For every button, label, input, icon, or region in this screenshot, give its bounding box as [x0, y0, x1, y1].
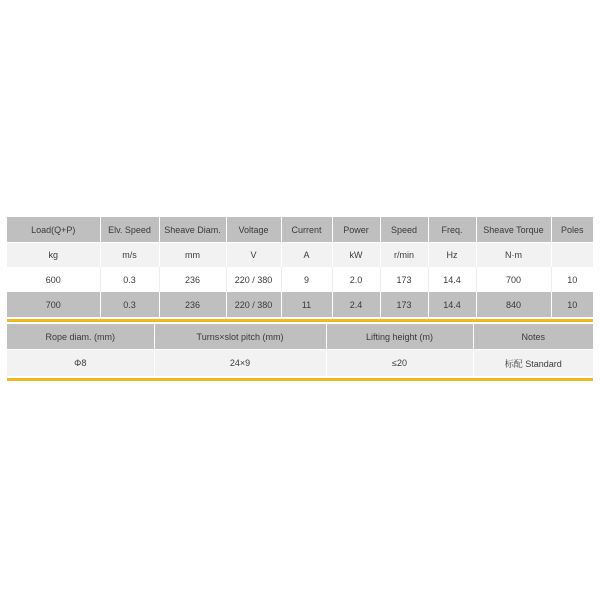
table-cell: 0.3 [100, 267, 159, 292]
header-voltage: Voltage [226, 217, 281, 243]
unit-speed: r/min [380, 243, 428, 268]
table-cell: 10 [551, 267, 593, 292]
header-turns-slot-pitch: Turns×slot pitch (mm) [154, 324, 326, 350]
table-cell: 236 [159, 292, 226, 317]
unit-current: A [281, 243, 332, 268]
table-cell: 9 [281, 267, 332, 292]
header-rope-diam: Rope diam. (mm) [7, 324, 154, 350]
table-cell: 600 [7, 267, 100, 292]
table-cell: 0.3 [100, 292, 159, 317]
table-cell: 24×9 [154, 350, 326, 377]
table-cell: 700 [7, 292, 100, 317]
rope-header-row [7, 324, 593, 350]
table-cell: 220 / 380 [226, 292, 281, 317]
table-cell: 173 [380, 292, 428, 317]
table-cell: 14.4 [428, 292, 476, 317]
unit-freq: Hz [428, 243, 476, 268]
table-cell: 10 [551, 292, 593, 317]
table-row [7, 350, 593, 377]
table-row [7, 267, 593, 292]
table-cell: Φ8 [7, 350, 154, 377]
table-row [7, 292, 593, 317]
table-cell: 840 [476, 292, 551, 317]
table-cell: 14.4 [428, 267, 476, 292]
header-notes: Notes [473, 324, 593, 350]
header-freq: Freq. [428, 217, 476, 243]
unit-power: kW [332, 243, 380, 268]
table-cell: ≤20 [326, 350, 473, 377]
header-sheave-torque: Sheave Torque [476, 217, 551, 243]
header-power: Power [332, 217, 380, 243]
gold-divider [7, 378, 593, 381]
header-sheave-diam: Sheave Diam. [159, 217, 226, 243]
table-cell: 2.0 [332, 267, 380, 292]
table-cell: 11 [281, 292, 332, 317]
header-current: Current [281, 217, 332, 243]
table-cell: 2.4 [332, 292, 380, 317]
spec-header-row [7, 217, 593, 243]
unit-voltage: V [226, 243, 281, 268]
table-cell: 标配 Standard [473, 350, 593, 377]
table-cell: 700 [476, 267, 551, 292]
header-lifting-height: Lifting height (m) [326, 324, 473, 350]
header-load: Load(Q+P) [7, 217, 100, 243]
gold-divider [7, 319, 593, 322]
table-cell: 220 / 380 [226, 267, 281, 292]
specification-table [7, 217, 593, 317]
header-elv-speed: Elv. Speed [100, 217, 159, 243]
unit-poles [551, 243, 593, 268]
unit-load: kg [7, 243, 100, 268]
rope-table [7, 324, 593, 376]
unit-elv-speed: m/s [100, 243, 159, 268]
table-cell: 173 [380, 267, 428, 292]
unit-sheave-torque: N·m [476, 243, 551, 268]
unit-sheave-diam: mm [159, 243, 226, 268]
header-poles: Poles [551, 217, 593, 243]
table-cell: 236 [159, 267, 226, 292]
spec-unit-row [7, 243, 593, 268]
header-speed: Speed [380, 217, 428, 243]
